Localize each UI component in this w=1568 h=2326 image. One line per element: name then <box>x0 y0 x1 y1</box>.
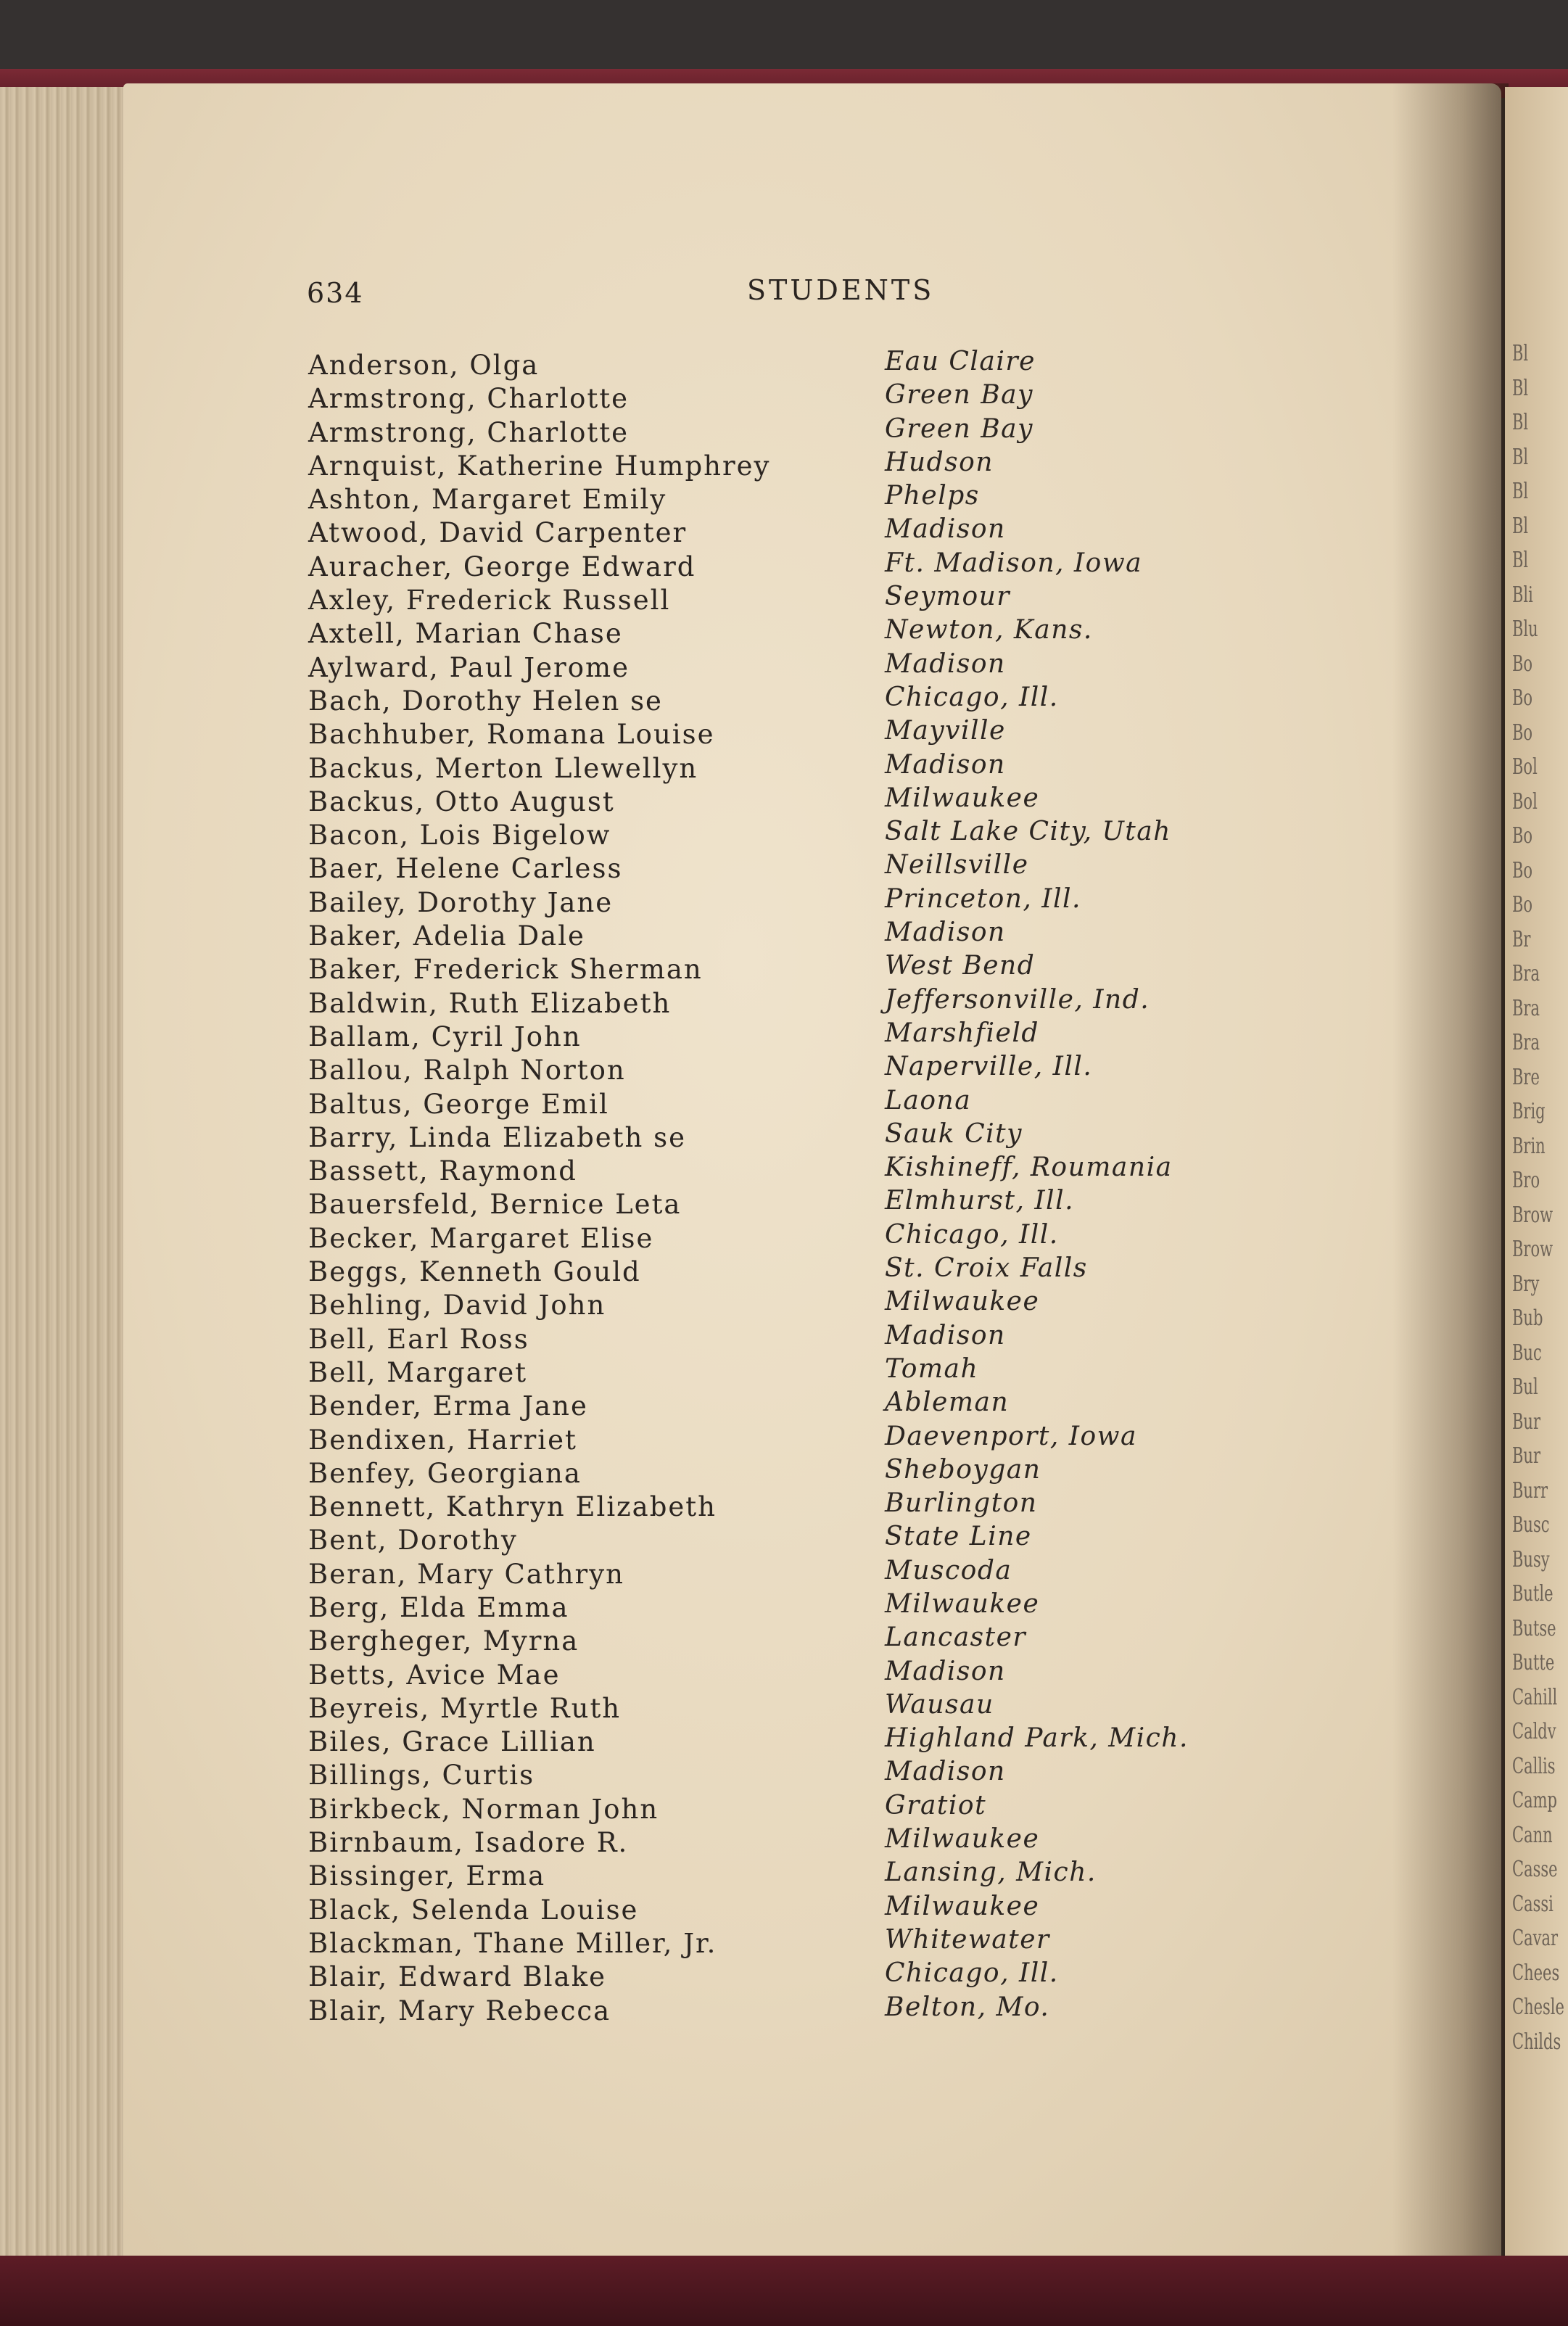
student-name: Blair, Mary Rebecca <box>308 1995 611 2026</box>
student-hometown: Wausau <box>885 1689 994 1720</box>
student-name: Baltus, George Emil <box>308 1088 609 1120</box>
facing-page-fragment: Bol <box>1512 754 1538 780</box>
student-hometown: Madison <box>885 1320 1006 1350</box>
facing-page-fragment: Brow <box>1512 1237 1553 1262</box>
student-hometown: Princeton, Ill. <box>885 883 1082 914</box>
list-item <box>308 1421 1251 1458</box>
student-hometown: Whitewater <box>885 1924 1050 1955</box>
student-hometown: Belton, Mo. <box>885 1992 1050 2022</box>
student-name: Backus, Merton Llewellyn <box>308 752 698 784</box>
student-name: Billings, Curtis <box>308 1760 535 1791</box>
list-item <box>308 582 1251 618</box>
list-item <box>308 1723 1251 1760</box>
book-cover-bottom-edge <box>0 2256 1568 2326</box>
list-item <box>308 514 1251 550</box>
facing-page-fragment: Brow <box>1512 1202 1553 1228</box>
student-name: Birnbaum, Isadore R. <box>308 1827 629 1859</box>
facing-page-fragment: Cavar <box>1512 1926 1559 1951</box>
student-hometown: Muscoda <box>885 1555 1012 1585</box>
student-hometown: Madison <box>885 1757 1006 1787</box>
facing-page-fragment: Cahill <box>1512 1684 1558 1710</box>
facing-page-fragment: Casse <box>1512 1857 1558 1882</box>
list-item <box>308 1857 1251 1894</box>
facing-page-fragment: Bo <box>1512 823 1533 849</box>
facing-page-fragment: Bli <box>1512 582 1533 608</box>
facing-page-fragment: Callis <box>1512 1753 1556 1779</box>
list-item <box>308 1656 1251 1693</box>
facing-page-fragment: Busy <box>1512 1546 1550 1572</box>
student-name: Baldwin, Ruth Elizabeth <box>308 987 672 1019</box>
list-item <box>308 447 1251 484</box>
student-name: Betts, Avice Mae <box>308 1659 561 1691</box>
student-hometown: Daevenport, Iowa <box>885 1421 1137 1451</box>
student-hometown: Sheboygan <box>885 1454 1041 1485</box>
facing-page-fragment: Childs <box>1512 2029 1561 2055</box>
gutter-shadow <box>1392 83 1509 2267</box>
list-item <box>308 716 1251 752</box>
student-hometown: Jeffersonville, Ind. <box>885 984 1150 1015</box>
student-hometown: Phelps <box>885 481 980 511</box>
facing-page-fragment: Bol <box>1512 788 1538 814</box>
student-hometown: Mayville <box>885 716 1006 746</box>
student-hometown: Green Bay <box>885 413 1033 444</box>
student-name: Birkbeck, Norman John <box>308 1793 659 1825</box>
student-name: Bell, Earl Ross <box>308 1323 529 1355</box>
student-name: Baker, Adelia Dale <box>308 920 585 952</box>
facing-page-fragment: Bl <box>1512 341 1529 366</box>
student-hometown: Lansing, Mich. <box>885 1857 1097 1888</box>
list-item <box>308 1757 1251 1793</box>
list-item <box>308 1992 1251 2029</box>
list-item <box>308 1018 1251 1055</box>
student-name: Black, Selenda Louise <box>308 1894 639 1926</box>
list-item <box>308 1118 1251 1155</box>
student-name: Bender, Erma Jane <box>308 1390 588 1422</box>
facing-page-fragment: Chees <box>1512 1960 1560 1986</box>
student-hometown: Kishineff, Roumania <box>885 1152 1173 1183</box>
student-hometown: Milwaukee <box>885 783 1040 813</box>
student-name: Barry, Linda Elizabeth se <box>308 1121 687 1153</box>
student-name: Axley, Frederick Russell <box>308 585 671 616</box>
student-name: Aylward, Paul Jerome <box>308 651 630 683</box>
list-item <box>308 1454 1251 1491</box>
list-item <box>308 1052 1251 1088</box>
student-name: Bailey, Dorothy Jane <box>308 886 614 918</box>
student-name: Bassett, Raymond <box>308 1155 577 1187</box>
list-item <box>308 1824 1251 1860</box>
student-hometown: Chicago, Ill. <box>885 682 1059 712</box>
student-name: Atwood, David Carpenter <box>308 517 688 549</box>
list-item <box>308 1924 1251 1961</box>
student-name: Bergheger, Myrna <box>308 1625 579 1657</box>
list-item <box>308 1622 1251 1659</box>
facing-page-fragment: Bub <box>1512 1306 1543 1331</box>
student-hometown: Milwaukee <box>885 1287 1040 1317</box>
list-item <box>308 481 1251 517</box>
student-name: Arnquist, Katherine Humphrey <box>308 450 771 482</box>
list-item <box>308 1085 1251 1122</box>
student-list <box>308 347 1251 2029</box>
student-name: Biles, Grace Lillian <box>308 1726 596 1758</box>
student-name: Bennett, Kathryn Elizabeth <box>308 1491 717 1523</box>
student-hometown: Milwaukee <box>885 1824 1040 1855</box>
student-name: Bendixen, Harriet <box>308 1424 577 1456</box>
student-name: Blackman, Thane Miller, Jr. <box>308 1927 717 1959</box>
facing-page-fragment: Buc <box>1512 1340 1542 1366</box>
list-item <box>308 615 1251 651</box>
student-name: Bach, Dorothy Helen se <box>308 685 663 717</box>
student-name: Beggs, Kenneth Gould <box>308 1256 641 1288</box>
student-hometown: State Line <box>885 1522 1032 1552</box>
list-item <box>308 817 1251 853</box>
list-item <box>308 1790 1251 1827</box>
list-item <box>308 1555 1251 1592</box>
student-hometown: Highland Park, Mich. <box>885 1723 1189 1754</box>
facing-page-fragment: Caldv <box>1512 1719 1556 1744</box>
facing-page-fragment: Butle <box>1512 1581 1553 1607</box>
list-item <box>308 1152 1251 1189</box>
facing-page-fragment: Burr <box>1512 1477 1548 1504</box>
list-item <box>308 749 1251 786</box>
list-item <box>308 1320 1251 1357</box>
facing-page-fragment: Bl <box>1512 444 1529 470</box>
student-name: Berg, Elda Emma <box>308 1591 569 1623</box>
facing-page-fragment: Busc <box>1512 1512 1550 1538</box>
student-name: Behling, David John <box>308 1290 606 1321</box>
facing-page-fragment: Bre <box>1512 1064 1540 1090</box>
list-item <box>308 648 1251 685</box>
facing-page-fragment: Bra <box>1512 961 1540 986</box>
facing-page-fragment: Br <box>1512 926 1531 952</box>
student-hometown: Milwaukee <box>885 1588 1040 1619</box>
facing-page-fragment: Bo <box>1512 892 1533 917</box>
student-hometown: Elmhurst, Ill. <box>885 1186 1075 1216</box>
student-hometown: Neillsville <box>885 850 1029 881</box>
list-item <box>308 1488 1251 1525</box>
student-hometown: Burlington <box>885 1488 1038 1519</box>
facing-page-fragment: Cassi <box>1512 1891 1553 1917</box>
facing-page-fragment: Bo <box>1512 857 1533 883</box>
student-hometown: Naperville, Ill. <box>885 1052 1093 1082</box>
list-item <box>308 850 1251 886</box>
student-name: Bauersfeld, Bernice Leta <box>308 1189 682 1221</box>
student-hometown: Laona <box>885 1085 972 1115</box>
student-name: Beyreis, Myrtle Ruth <box>308 1692 622 1724</box>
facing-page-fragment: Butte <box>1512 1650 1555 1675</box>
list-item <box>308 1891 1251 1928</box>
list-item <box>308 380 1251 416</box>
facing-page-fragment: Bl <box>1512 410 1529 435</box>
student-hometown: West Bend <box>885 951 1036 981</box>
list-item <box>308 682 1251 719</box>
student-name: Benfey, Georgiana <box>308 1457 582 1489</box>
list-item <box>308 1353 1251 1390</box>
list-item <box>308 1253 1251 1290</box>
student-hometown: Eau Claire <box>885 347 1036 376</box>
student-hometown: Ft. Madison, Iowa <box>885 548 1143 578</box>
list-item <box>308 1522 1251 1558</box>
facing-page-fragment: Bur <box>1512 1409 1541 1435</box>
student-name: Beran, Mary Cathryn <box>308 1558 624 1590</box>
list-item <box>308 1958 1251 1995</box>
list-item <box>308 413 1251 450</box>
student-name: Bent, Dorothy <box>308 1525 518 1556</box>
facing-page-fragment: Bl <box>1512 375 1529 401</box>
student-hometown: Lancaster <box>885 1622 1027 1653</box>
facing-page-fragment: Bo <box>1512 651 1533 677</box>
list-item <box>308 1588 1251 1625</box>
list-item <box>308 1387 1251 1424</box>
list-item <box>308 1219 1251 1256</box>
list-item <box>308 548 1251 585</box>
facing-page-fragment: Bro <box>1512 1168 1540 1193</box>
student-name: Ballou, Ralph Norton <box>308 1055 626 1086</box>
list-item <box>308 917 1251 954</box>
facing-page-fragment: Bl <box>1512 513 1529 539</box>
facing-page-fragment: Chesle <box>1512 1995 1564 2020</box>
facing-page-fragment: Blu <box>1512 616 1538 642</box>
student-name: Ashton, Margaret Emily <box>308 484 667 516</box>
student-hometown: Milwaukee <box>885 1891 1040 1921</box>
list-item <box>308 783 1251 820</box>
facing-page-fragment: Butse <box>1512 1615 1556 1641</box>
student-hometown: Tomah <box>885 1353 979 1384</box>
student-hometown: Gratiot <box>885 1790 987 1820</box>
facing-page-fragment: Brig <box>1512 1099 1546 1124</box>
student-name: Armstrong, Charlotte <box>308 416 629 448</box>
list-item <box>308 1186 1251 1222</box>
facing-page-fragment: Cann <box>1512 1822 1553 1848</box>
student-hometown: Madison <box>885 1656 1006 1686</box>
list-item <box>308 883 1251 920</box>
running-head: STUDENTS <box>747 274 935 306</box>
student-hometown: Sauk City <box>885 1118 1023 1149</box>
student-name: Bachhuber, Romana Louise <box>308 719 715 751</box>
student-name: Backus, Otto August <box>308 785 615 817</box>
list-item <box>308 984 1251 1021</box>
student-name: Anderson, Olga <box>308 350 540 381</box>
student-hometown: Madison <box>885 917 1006 948</box>
facing-page-edge <box>1505 87 1568 2256</box>
student-hometown: Seymour <box>885 582 1011 612</box>
list-item <box>308 1689 1251 1726</box>
student-name: Bell, Margaret <box>308 1356 528 1388</box>
list-item <box>308 1287 1251 1323</box>
student-hometown: Salt Lake City, Utah <box>885 817 1171 847</box>
student-hometown: Chicago, Ill. <box>885 1958 1059 1989</box>
facing-page-fragment: Bur <box>1512 1443 1541 1469</box>
student-hometown: Madison <box>885 514 1006 545</box>
student-hometown: Madison <box>885 749 1006 780</box>
student-name: Bissinger, Erma <box>308 1860 546 1892</box>
student-name: Auracher, George Edward <box>308 550 696 582</box>
facing-page-fragment: Bra <box>1512 1030 1540 1055</box>
student-hometown: Chicago, Ill. <box>885 1219 1059 1250</box>
facing-page-fragment: Bo <box>1512 719 1533 746</box>
facing-page-fragment: Bl <box>1512 479 1529 504</box>
student-name: Blair, Edward Blake <box>308 1961 607 1993</box>
student-name: Baer, Helene Carless <box>308 853 623 885</box>
list-item <box>308 347 1251 383</box>
facing-page-fragment: Bul <box>1512 1374 1538 1400</box>
facing-page-fragment: Brin <box>1512 1133 1546 1159</box>
facing-page-fragment: Bra <box>1512 995 1540 1021</box>
student-hometown: Madison <box>885 648 1006 679</box>
student-hometown: Hudson <box>885 447 994 477</box>
facing-page-fragment: Bo <box>1512 685 1533 711</box>
student-hometown: Ableman <box>885 1387 1010 1418</box>
student-name: Becker, Margaret Elise <box>308 1222 654 1254</box>
page-number: 634 <box>307 277 364 309</box>
list-item <box>308 951 1251 987</box>
student-hometown: Marshfield <box>885 1018 1039 1048</box>
student-hometown: Green Bay <box>885 380 1033 411</box>
student-hometown: Newton, Kans. <box>885 615 1093 646</box>
facing-page-fragment: Camp <box>1512 1788 1557 1813</box>
student-name: Axtell, Marian Chase <box>308 618 623 650</box>
student-name: Ballam, Cyril John <box>308 1020 582 1052</box>
facing-page-fragment: Bl <box>1512 548 1529 573</box>
student-name: Baker, Frederick Sherman <box>308 954 703 986</box>
student-hometown: St. Croix Falls <box>885 1253 1088 1284</box>
student-name: Armstrong, Charlotte <box>308 383 629 415</box>
student-name: Bacon, Lois Bigelow <box>308 820 611 851</box>
facing-page-fragment: Bry <box>1512 1271 1540 1297</box>
background-dark <box>0 0 1568 69</box>
